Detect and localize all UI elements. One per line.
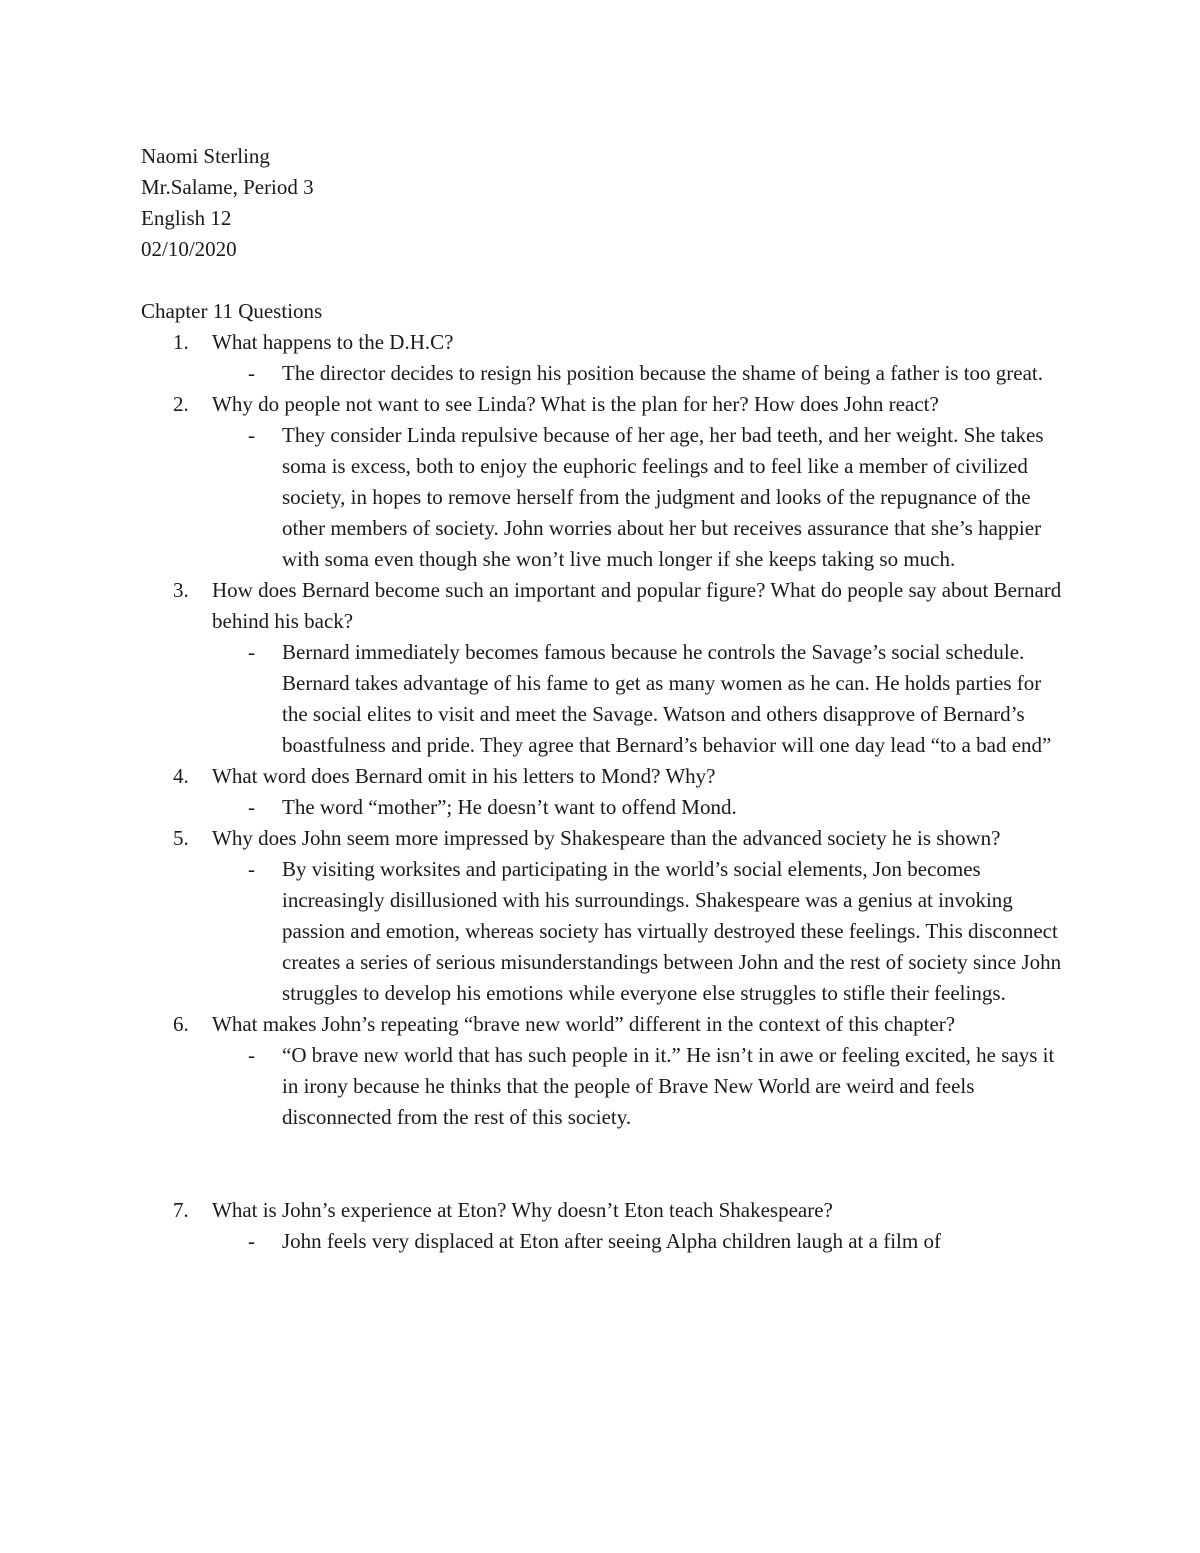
answer-item	[0, 1040, 1200, 1133]
question-number: 7.	[173, 1198, 189, 1222]
answer-item	[0, 637, 1200, 761]
blank-space	[0, 1133, 1200, 1195]
answer-bullet: -	[248, 361, 255, 385]
student-name: Naomi Sterling	[141, 144, 270, 168]
question-text: What makes John’s repeating “brave new world” different in the context of this chapter?	[212, 1012, 956, 1036]
question-number: 6.	[173, 1012, 189, 1036]
question-item	[0, 327, 1200, 389]
question-item	[0, 575, 1200, 761]
question-text: What happens to the D.H.C?	[212, 330, 454, 354]
assignment-date: 02/10/2020	[141, 237, 237, 261]
answer-bullet: -	[248, 795, 255, 819]
answer-item	[0, 358, 1200, 389]
question-item	[0, 1195, 1200, 1257]
question-item	[0, 1009, 1200, 1133]
question-number: 3.	[173, 578, 189, 602]
teacher-period: Mr.Salame, Period 3	[141, 175, 314, 199]
answer-item	[0, 792, 1200, 823]
document-header	[141, 141, 314, 265]
answer-text: The director decides to resign his position because the shame of being a father is too great.	[282, 361, 1044, 385]
course-name: English 12	[141, 206, 232, 230]
question-item	[0, 389, 1200, 575]
question-number: 4.	[173, 764, 189, 788]
question-text: What is John’s experience at Eton? Why doesn’t Eton teach Shakespeare?	[212, 1198, 833, 1222]
answer-text: John feels very displaced at Eton after seeing Alpha children laugh at a film of	[282, 1229, 941, 1253]
question-text: How does Bernard become such an important and popular figure? What do people say about Bernard behind his back?	[212, 578, 1062, 633]
document-title: Chapter 11 Questions	[141, 299, 323, 323]
answer-item	[0, 1226, 1200, 1257]
answer-text: “O brave new world that has such people in it.” He isn’t in awe or feeling excited, he says it in irony because he thinks that the people of Brave New World are weird and feels disconnected from the rest of this society.	[282, 1043, 1055, 1129]
question-number: 2.	[173, 392, 189, 416]
question-item	[0, 823, 1200, 1009]
question-text: Why do people not want to see Linda? What is the plan for her? How does John react?	[212, 392, 939, 416]
question-list	[0, 327, 1200, 1257]
answer-text: Bernard immediately becomes famous because he controls the Savage’s social schedule. Bernard takes advantage of his fame to get as many women as he can. He holds parties for the social elites to visit and meet the Savage. Watson and others disapprove of Bernard’s boastfulness and pride. They agree that Bernard’s behavior will one day lead “to a bad end”	[282, 640, 1052, 757]
question-item	[0, 761, 1200, 823]
answer-bullet: -	[248, 1043, 255, 1067]
question-text: Why does John seem more impressed by Shakespeare than the advanced society he is shown?	[212, 826, 1001, 850]
question-number: 5.	[173, 826, 189, 850]
answer-text: They consider Linda repulsive because of her age, her bad teeth, and her weight. She takes soma is excess, both to enjoy the euphoric feelings and to feel like a member of civilized society, in hopes to remove herself from the judgment and looks of the repugnance of the other members of society. John worries about her but receives assurance that she’s happier with soma even though she won’t live much longer if she keeps taking so much.	[282, 423, 1044, 571]
answer-bullet: -	[248, 423, 255, 447]
question-text: What word does Bernard omit in his letters to Mond? Why?	[212, 764, 716, 788]
question-number: 1.	[173, 330, 189, 354]
answer-item	[0, 854, 1200, 1009]
answer-text: The word “mother”; He doesn’t want to offend Mond.	[282, 795, 737, 819]
answer-text: By visiting worksites and participating in the world’s social elements, Jon becomes increasingly disillusioned with his surroundings. Shakespeare was a genius at invoking passion and emotion, whereas society has virtually destroyed these feelings. This disconnect creates a series of serious misunderstandings between John and the rest of society since John struggles to develop his emotions while everyone else struggles to stifle their feelings.	[282, 857, 1062, 1005]
answer-bullet: -	[248, 1229, 255, 1253]
answer-item	[0, 420, 1200, 575]
answer-bullet: -	[248, 857, 255, 881]
answer-bullet: -	[248, 640, 255, 664]
